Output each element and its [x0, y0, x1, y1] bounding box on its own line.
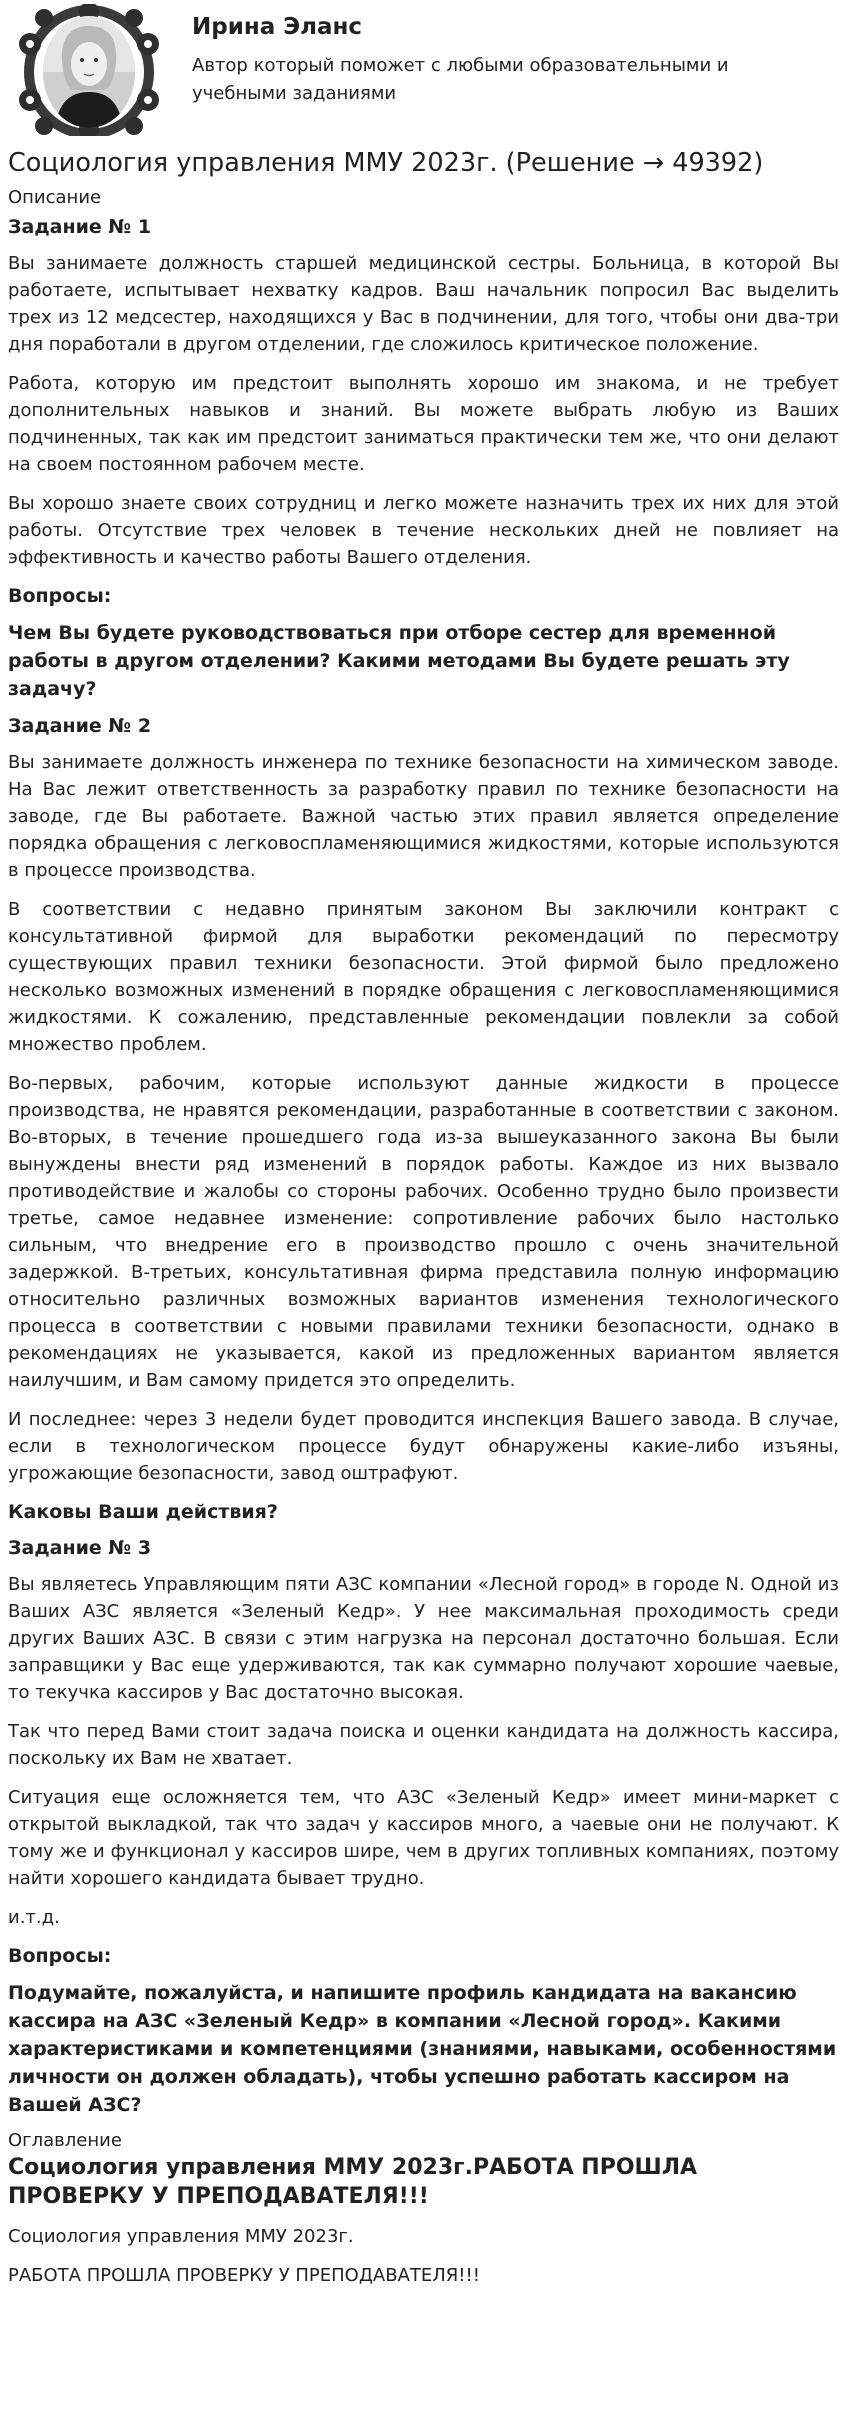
- task-3-paragraph: Так что перед Вами стоит задача поиска и оценки кандидата на должность кассира, поскольку их Вам не хватает.: [8, 1721, 839, 1769]
- author-card: [8, 0, 839, 140]
- task-3-paragraph: Вы являетесь Управляющим пяти АЗС компании «Лесной город» в городе N. Одной из Ваших АЗС является «Зеленый Кедр». У нее максимальная проходимость среди других Ваших АЗС. В связи с этим нагрузка на персонал достаточно большая. Если заправщики у Вас еще удерживаются, так как суммарно получают хорошие чаевые, то текучка кассиров у Вас достаточно высокая.: [8, 1574, 839, 1703]
- task-1-question: Чем Вы будете руководствоваться при отборе сестер для временной работы в другом отделении? Какими методами Вы будете решать эту задачу?: [8, 622, 790, 700]
- task-1-heading: Задание № 1: [8, 216, 152, 238]
- description-label: Описание: [8, 187, 102, 208]
- task-2-section: [8, 713, 839, 1525]
- task-2-paragraph: Вы занимаете должность инженера по технике безопасности на химическом заводе. На Вас лежит ответственность за разработку правил по технике безопасности на заводе, где Вы работаете. Важной частью этих правил является определение порядка обращения с легковоспламеняющимися жидкостями, которые используются в процессе производства.: [8, 752, 839, 881]
- task-2-paragraph: И последнее: через 3 недели будет проводится инспекция Вашего завода. В случае, если в технологическом процессе будут обнаружены какие-либо изъяны, угрожающие безопасности, завод оштрафуют.: [8, 1409, 839, 1484]
- task-3-questions-heading: Вопросы:: [8, 1945, 112, 1967]
- task-2-paragraph: В соответствии с недавно принятым законом Вы заключили контракт с консультативной фирмой для выработки рекомендаций по пересмотру существующих правил техники безопасности. Этой фирмой было предложено несколько возможных изменений в порядке обращения с легковоспламеняющимися жидкостями. К сожалению, представленные рекомендации повлекли за собой множество проблем.: [8, 899, 839, 1055]
- task-2-paragraph: Во-первых, рабочим, которые используют данные жидкости в процессе производства, не нравятся рекомендации, разработанные в соответствии с законом. Во-вторых, в течение прошедшего года из-за вышеуказанного закона Вы были вынуждены внести ряд изменений в порядок работы. Каждое из них вызвало противодействие и жалобы со стороны рабочих. Особенно трудно было произвести третье, самое недавнее изменение: сопротивление рабочих было настолько сильным, что внедрение его в производство прошло с очень значительной задержкой. В-третьих, консультативная фирма представила полную информацию относительно различных возможных вариантов изменения технологического процесса в соответствии с новыми правилами техники безопасности, однако в рекомендациях не указывается, какой из предложенных вариантом является наилучшим, и Вам самому придется это определить.: [8, 1073, 839, 1391]
- toc-line: РАБОТА ПРОШЛА ПРОВЕРКУ У ПРЕПОДАВАТЕЛЯ!!!: [8, 2265, 480, 2286]
- author-name[interactable]: Ирина Эланс: [192, 14, 363, 40]
- author-description: Автор который поможет с любыми образовательными и учебными заданиями: [192, 55, 729, 104]
- page-title: Социология управления ММУ 2023г. (Решение → 49392): [8, 148, 764, 178]
- toc-label: Оглавление: [8, 2130, 122, 2151]
- task-1-questions-heading: Вопросы:: [8, 585, 112, 607]
- toc-title: Социология управления ММУ 2023г.РАБОТА ПРОШЛА ПРОВЕРКУ У ПРЕПОДАВАТЕЛЯ!!!: [8, 2155, 698, 2209]
- task-1-paragraph: Вы занимаете должность старшей медицинской сестры. Больница, в которой Вы работаете, испытывает нехватку кадров. Ваш начальник попросил Вас выделить трех из 12 медсестер, находящихся у Вас в подчинении, для того, чтобы они два-три дня поработали в другом отделении, где сложилось критическое положение.: [8, 253, 839, 355]
- task-3-section: [8, 1535, 839, 2119]
- task-3-heading: Задание № 3: [8, 1537, 152, 1559]
- table-of-contents: [8, 2129, 839, 2289]
- task-1-section: [8, 214, 839, 703]
- task-3-question: Подумайте, пожалуйста, и напишите профиль кандидата на вакансию кассира на АЗС «Зеленый Кедр» в компании «Лесной город». Какими характеристиками и компетенциями (знаниями, навыками, особенностями личности он должен обладать), чтобы успешно работать кассиром на Вашей АЗС?: [8, 1982, 837, 2116]
- author-avatar[interactable]: [14, 4, 164, 136]
- toc-line: Социология управления ММУ 2023г.: [8, 2226, 354, 2247]
- task-1-paragraph: Вы хорошо знаете своих сотрудниц и легко можете назначить трех их них для этой работы. Отсутствие трех человек в течение нескольких дней не повлияет на эффективность и качество работы Вашего отделения.: [8, 493, 839, 568]
- task-3-paragraph: Ситуация еще осложняется тем, что АЗС «Зеленый Кедр» имеет мини-маркет с открытой выкладкой, так что задач у кассиров много, а чаевые они не получают. К тому же и функционал у кассиров шире, чем в других топливных компаниях, поэтому найти хорошего кандидата бывает трудно.: [8, 1787, 839, 1889]
- task-3-paragraph: и.т.д.: [8, 1907, 60, 1928]
- task-1-paragraph: Работа, которую им предстоит выполнять хорошо им знакома, и не требует дополнительных навыков и знаний. Вы можете выбрать любую из Ваших подчиненных, так как им предстоит заниматься практически тем же, что они делают на своем постоянном рабочем месте.: [8, 373, 839, 475]
- task-2-heading: Задание № 2: [8, 715, 152, 737]
- task-2-question: Каковы Ваши действия?: [8, 1501, 278, 1523]
